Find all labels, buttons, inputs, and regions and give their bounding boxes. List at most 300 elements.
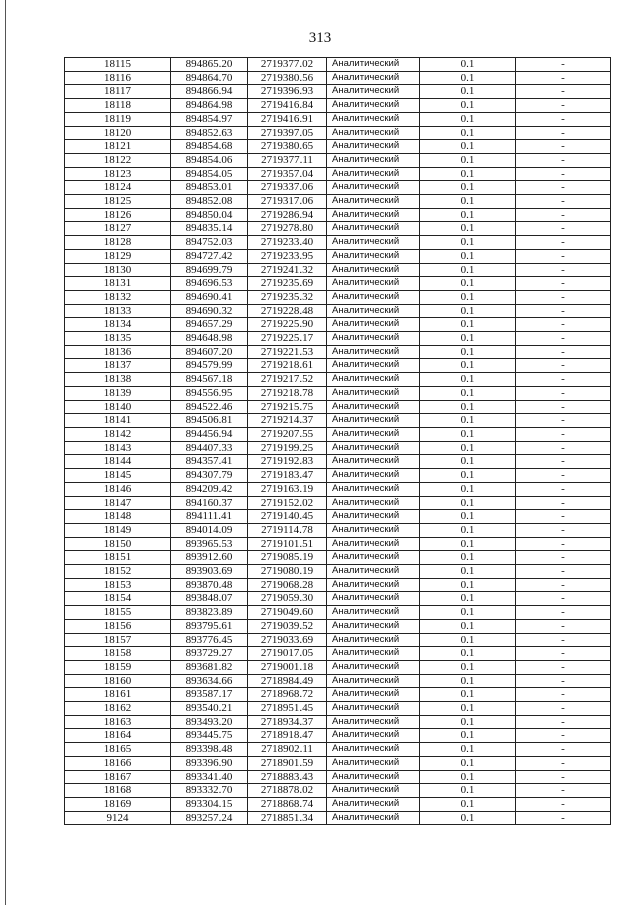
remark-cell: - [516, 304, 611, 318]
point-number-cell: 18122 [65, 153, 171, 167]
x-coordinate-cell: 894864.70 [171, 71, 248, 85]
method-cell: Аналитический [327, 249, 420, 263]
point-number-cell: 18136 [65, 345, 171, 359]
accuracy-cell: 0.1 [420, 537, 516, 551]
point-number-cell: 18165 [65, 743, 171, 757]
remark-cell: - [516, 386, 611, 400]
y-coordinate-cell: 2719049.60 [248, 606, 327, 620]
accuracy-cell: 0.1 [420, 386, 516, 400]
y-coordinate-cell: 2719163.19 [248, 482, 327, 496]
point-number-cell: 18141 [65, 414, 171, 428]
y-coordinate-cell: 2719001.18 [248, 660, 327, 674]
accuracy-cell: 0.1 [420, 58, 516, 72]
table-row [65, 647, 611, 661]
method-cell: Аналитический [327, 332, 420, 346]
remark-cell: - [516, 414, 611, 428]
point-number-cell: 18139 [65, 386, 171, 400]
point-number-cell: 18133 [65, 304, 171, 318]
point-number-cell: 18154 [65, 592, 171, 606]
x-coordinate-cell: 894014.09 [171, 523, 248, 537]
table-row [65, 58, 611, 72]
x-coordinate-cell: 893965.53 [171, 537, 248, 551]
method-cell: Аналитический [327, 126, 420, 140]
accuracy-cell: 0.1 [420, 756, 516, 770]
remark-cell: - [516, 181, 611, 195]
accuracy-cell: 0.1 [420, 427, 516, 441]
accuracy-cell: 0.1 [420, 318, 516, 332]
point-number-cell: 18155 [65, 606, 171, 620]
method-cell: Аналитический [327, 633, 420, 647]
x-coordinate-cell: 894690.41 [171, 290, 248, 304]
x-coordinate-cell: 893870.48 [171, 578, 248, 592]
table-row [65, 565, 611, 579]
table-row [65, 510, 611, 524]
table-row [65, 633, 611, 647]
remark-cell: - [516, 702, 611, 716]
method-cell: Аналитический [327, 565, 420, 579]
table-row [65, 702, 611, 716]
accuracy-cell: 0.1 [420, 496, 516, 510]
remark-cell: - [516, 400, 611, 414]
accuracy-cell: 0.1 [420, 510, 516, 524]
accuracy-cell: 0.1 [420, 126, 516, 140]
y-coordinate-cell: 2719217.52 [248, 373, 327, 387]
table-row [65, 811, 611, 825]
y-coordinate-cell: 2719286.94 [248, 208, 327, 222]
point-number-cell: 18123 [65, 167, 171, 181]
remark-cell: - [516, 797, 611, 811]
remark-cell: - [516, 510, 611, 524]
point-number-cell: 18134 [65, 318, 171, 332]
point-number-cell: 18147 [65, 496, 171, 510]
y-coordinate-cell: 2719377.11 [248, 153, 327, 167]
remark-cell: - [516, 619, 611, 633]
point-number-cell: 18145 [65, 469, 171, 483]
method-cell: Аналитический [327, 702, 420, 716]
remark-cell: - [516, 71, 611, 85]
method-cell: Аналитический [327, 729, 420, 743]
x-coordinate-cell: 893257.24 [171, 811, 248, 825]
x-coordinate-cell: 894567.18 [171, 373, 248, 387]
method-cell: Аналитический [327, 263, 420, 277]
method-cell: Аналитический [327, 277, 420, 291]
y-coordinate-cell: 2719218.61 [248, 359, 327, 373]
accuracy-cell: 0.1 [420, 633, 516, 647]
x-coordinate-cell: 893795.61 [171, 619, 248, 633]
table-row [65, 743, 611, 757]
point-number-cell: 18161 [65, 688, 171, 702]
y-coordinate-cell: 2719380.65 [248, 140, 327, 154]
y-coordinate-cell: 2719140.45 [248, 510, 327, 524]
remark-cell: - [516, 496, 611, 510]
x-coordinate-cell: 894407.33 [171, 441, 248, 455]
method-cell: Аналитический [327, 85, 420, 99]
point-number-cell: 18117 [65, 85, 171, 99]
method-cell: Аналитический [327, 482, 420, 496]
point-number-cell: 18150 [65, 537, 171, 551]
y-coordinate-cell: 2719317.06 [248, 195, 327, 209]
remark-cell: - [516, 811, 611, 825]
y-coordinate-cell: 2718918.47 [248, 729, 327, 743]
method-cell: Аналитический [327, 551, 420, 565]
accuracy-cell: 0.1 [420, 140, 516, 154]
point-number-cell: 18124 [65, 181, 171, 195]
y-coordinate-cell: 2719228.48 [248, 304, 327, 318]
table-row [65, 85, 611, 99]
remark-cell: - [516, 688, 611, 702]
y-coordinate-cell: 2718968.72 [248, 688, 327, 702]
point-number-cell: 18118 [65, 99, 171, 113]
accuracy-cell: 0.1 [420, 674, 516, 688]
accuracy-cell: 0.1 [420, 400, 516, 414]
accuracy-cell: 0.1 [420, 592, 516, 606]
point-number-cell: 18166 [65, 756, 171, 770]
y-coordinate-cell: 2719225.90 [248, 318, 327, 332]
point-number-cell: 18140 [65, 400, 171, 414]
x-coordinate-cell: 894690.32 [171, 304, 248, 318]
point-number-cell: 18158 [65, 647, 171, 661]
method-cell: Аналитический [327, 619, 420, 633]
remark-cell: - [516, 126, 611, 140]
remark-cell: - [516, 578, 611, 592]
y-coordinate-cell: 2719080.19 [248, 565, 327, 579]
x-coordinate-cell: 894727.42 [171, 249, 248, 263]
accuracy-cell: 0.1 [420, 85, 516, 99]
remark-cell: - [516, 140, 611, 154]
x-coordinate-cell: 894160.37 [171, 496, 248, 510]
method-cell: Аналитический [327, 304, 420, 318]
x-coordinate-cell: 894579.99 [171, 359, 248, 373]
point-number-cell: 18153 [65, 578, 171, 592]
table-row [65, 523, 611, 537]
method-cell: Аналитический [327, 797, 420, 811]
accuracy-cell: 0.1 [420, 441, 516, 455]
table-row [65, 277, 611, 291]
x-coordinate-cell: 893587.17 [171, 688, 248, 702]
accuracy-cell: 0.1 [420, 373, 516, 387]
method-cell: Аналитический [327, 811, 420, 825]
method-cell: Аналитический [327, 715, 420, 729]
method-cell: Аналитический [327, 414, 420, 428]
table-row [65, 208, 611, 222]
remark-cell: - [516, 85, 611, 99]
table-row [65, 688, 611, 702]
table-row [65, 249, 611, 263]
x-coordinate-cell: 894699.79 [171, 263, 248, 277]
table-row [65, 770, 611, 784]
method-cell: Аналитический [327, 71, 420, 85]
method-cell: Аналитический [327, 660, 420, 674]
remark-cell: - [516, 647, 611, 661]
method-cell: Аналитический [327, 441, 420, 455]
remark-cell: - [516, 195, 611, 209]
point-number-cell: 18120 [65, 126, 171, 140]
table-row [65, 140, 611, 154]
point-number-cell: 18169 [65, 797, 171, 811]
method-cell: Аналитический [327, 578, 420, 592]
accuracy-cell: 0.1 [420, 153, 516, 167]
point-number-cell: 18126 [65, 208, 171, 222]
method-cell: Аналитический [327, 455, 420, 469]
accuracy-cell: 0.1 [420, 660, 516, 674]
x-coordinate-cell: 893332.70 [171, 784, 248, 798]
x-coordinate-cell: 893540.21 [171, 702, 248, 716]
x-coordinate-cell: 894853.01 [171, 181, 248, 195]
x-coordinate-cell: 894607.20 [171, 345, 248, 359]
remark-cell: - [516, 153, 611, 167]
table-row [65, 112, 611, 126]
x-coordinate-cell: 894506.81 [171, 414, 248, 428]
y-coordinate-cell: 2718901.59 [248, 756, 327, 770]
x-coordinate-cell: 894854.05 [171, 167, 248, 181]
table-row [65, 427, 611, 441]
table-row [65, 455, 611, 469]
accuracy-cell: 0.1 [420, 167, 516, 181]
y-coordinate-cell: 2719233.40 [248, 236, 327, 250]
accuracy-cell: 0.1 [420, 551, 516, 565]
y-coordinate-cell: 2719199.25 [248, 441, 327, 455]
y-coordinate-cell: 2718868.74 [248, 797, 327, 811]
y-coordinate-cell: 2719101.51 [248, 537, 327, 551]
method-cell: Аналитический [327, 647, 420, 661]
accuracy-cell: 0.1 [420, 222, 516, 236]
method-cell: Аналитический [327, 592, 420, 606]
accuracy-cell: 0.1 [420, 263, 516, 277]
y-coordinate-cell: 2719218.78 [248, 386, 327, 400]
method-cell: Аналитический [327, 140, 420, 154]
remark-cell: - [516, 770, 611, 784]
method-cell: Аналитический [327, 345, 420, 359]
point-number-cell: 18167 [65, 770, 171, 784]
method-cell: Аналитический [327, 427, 420, 441]
y-coordinate-cell: 2719068.28 [248, 578, 327, 592]
y-coordinate-cell: 2719225.17 [248, 332, 327, 346]
remark-cell: - [516, 455, 611, 469]
remark-cell: - [516, 592, 611, 606]
point-number-cell: 18128 [65, 236, 171, 250]
x-coordinate-cell: 894854.68 [171, 140, 248, 154]
y-coordinate-cell: 2718883.43 [248, 770, 327, 784]
table-row [65, 660, 611, 674]
point-number-cell: 18137 [65, 359, 171, 373]
method-cell: Аналитический [327, 496, 420, 510]
coordinates-table [64, 57, 611, 825]
scan-margin-line [5, 0, 6, 905]
point-number-cell: 18130 [65, 263, 171, 277]
remark-cell: - [516, 58, 611, 72]
table-row [65, 441, 611, 455]
table-row [65, 332, 611, 346]
y-coordinate-cell: 2718902.11 [248, 743, 327, 757]
y-coordinate-cell: 2719114.78 [248, 523, 327, 537]
y-coordinate-cell: 2719233.95 [248, 249, 327, 263]
x-coordinate-cell: 893304.15 [171, 797, 248, 811]
accuracy-cell: 0.1 [420, 702, 516, 716]
x-coordinate-cell: 894752.03 [171, 236, 248, 250]
y-coordinate-cell: 2718984.49 [248, 674, 327, 688]
accuracy-cell: 0.1 [420, 784, 516, 798]
remark-cell: - [516, 551, 611, 565]
method-cell: Аналитический [327, 674, 420, 688]
accuracy-cell: 0.1 [420, 304, 516, 318]
accuracy-cell: 0.1 [420, 195, 516, 209]
remark-cell: - [516, 537, 611, 551]
method-cell: Аналитический [327, 236, 420, 250]
table-row [65, 153, 611, 167]
x-coordinate-cell: 894522.46 [171, 400, 248, 414]
accuracy-cell: 0.1 [420, 332, 516, 346]
x-coordinate-cell: 894835.14 [171, 222, 248, 236]
remark-cell: - [516, 469, 611, 483]
remark-cell: - [516, 373, 611, 387]
method-cell: Аналитический [327, 167, 420, 181]
y-coordinate-cell: 2718951.45 [248, 702, 327, 716]
x-coordinate-cell: 893776.45 [171, 633, 248, 647]
point-number-cell: 18146 [65, 482, 171, 496]
accuracy-cell: 0.1 [420, 414, 516, 428]
method-cell: Аналитический [327, 359, 420, 373]
y-coordinate-cell: 2719235.32 [248, 290, 327, 304]
x-coordinate-cell: 893396.90 [171, 756, 248, 770]
method-cell: Аналитический [327, 688, 420, 702]
point-number-cell: 18157 [65, 633, 171, 647]
accuracy-cell: 0.1 [420, 770, 516, 784]
accuracy-cell: 0.1 [420, 523, 516, 537]
accuracy-cell: 0.1 [420, 647, 516, 661]
remark-cell: - [516, 784, 611, 798]
table-row [65, 756, 611, 770]
accuracy-cell: 0.1 [420, 606, 516, 620]
method-cell: Аналитический [327, 510, 420, 524]
accuracy-cell: 0.1 [420, 811, 516, 825]
x-coordinate-cell: 894209.42 [171, 482, 248, 496]
x-coordinate-cell: 893823.89 [171, 606, 248, 620]
accuracy-cell: 0.1 [420, 99, 516, 113]
remark-cell: - [516, 427, 611, 441]
table-row [65, 373, 611, 387]
remark-cell: - [516, 332, 611, 346]
y-coordinate-cell: 2719017.05 [248, 647, 327, 661]
method-cell: Аналитический [327, 606, 420, 620]
method-cell: Аналитический [327, 290, 420, 304]
table-row [65, 345, 611, 359]
remark-cell: - [516, 277, 611, 291]
remark-cell: - [516, 345, 611, 359]
point-number-cell: 18116 [65, 71, 171, 85]
y-coordinate-cell: 2719033.69 [248, 633, 327, 647]
accuracy-cell: 0.1 [420, 469, 516, 483]
x-coordinate-cell: 894696.53 [171, 277, 248, 291]
remark-cell: - [516, 633, 611, 647]
remark-cell: - [516, 208, 611, 222]
point-number-cell: 18149 [65, 523, 171, 537]
table-row [65, 304, 611, 318]
remark-cell: - [516, 290, 611, 304]
method-cell: Аналитический [327, 112, 420, 126]
method-cell: Аналитический [327, 222, 420, 236]
table-row [65, 359, 611, 373]
y-coordinate-cell: 2719380.56 [248, 71, 327, 85]
point-number-cell: 18125 [65, 195, 171, 209]
x-coordinate-cell: 894657.29 [171, 318, 248, 332]
point-number-cell: 18163 [65, 715, 171, 729]
page-number: 313 [308, 30, 332, 46]
point-number-cell: 18162 [65, 702, 171, 716]
y-coordinate-cell: 2719278.80 [248, 222, 327, 236]
x-coordinate-cell: 893903.69 [171, 565, 248, 579]
accuracy-cell: 0.1 [420, 236, 516, 250]
table-row [65, 236, 611, 250]
table-row [65, 167, 611, 181]
table-row [65, 606, 611, 620]
point-number-cell: 18148 [65, 510, 171, 524]
remark-cell: - [516, 249, 611, 263]
x-coordinate-cell: 893912.60 [171, 551, 248, 565]
accuracy-cell: 0.1 [420, 208, 516, 222]
table-row [65, 318, 611, 332]
y-coordinate-cell: 2719416.91 [248, 112, 327, 126]
y-coordinate-cell: 2719183.47 [248, 469, 327, 483]
accuracy-cell: 0.1 [420, 290, 516, 304]
x-coordinate-cell: 894556.95 [171, 386, 248, 400]
accuracy-cell: 0.1 [420, 715, 516, 729]
x-coordinate-cell: 893634.66 [171, 674, 248, 688]
y-coordinate-cell: 2718934.37 [248, 715, 327, 729]
remark-cell: - [516, 756, 611, 770]
point-number-cell: 18156 [65, 619, 171, 633]
point-number-cell: 18121 [65, 140, 171, 154]
accuracy-cell: 0.1 [420, 729, 516, 743]
table-row [65, 797, 611, 811]
accuracy-cell: 0.1 [420, 345, 516, 359]
remark-cell: - [516, 441, 611, 455]
remark-cell: - [516, 523, 611, 537]
point-number-cell: 18115 [65, 58, 171, 72]
remark-cell: - [516, 263, 611, 277]
x-coordinate-cell: 894357.41 [171, 455, 248, 469]
method-cell: Аналитический [327, 386, 420, 400]
x-coordinate-cell: 894865.20 [171, 58, 248, 72]
y-coordinate-cell: 2719215.75 [248, 400, 327, 414]
table-row [65, 674, 611, 688]
table-row [65, 537, 611, 551]
table-row [65, 222, 611, 236]
point-number-cell: 18119 [65, 112, 171, 126]
accuracy-cell: 0.1 [420, 181, 516, 195]
method-cell: Аналитический [327, 469, 420, 483]
method-cell: Аналитический [327, 770, 420, 784]
coordinates-table-body [65, 58, 611, 825]
point-number-cell: 18131 [65, 277, 171, 291]
y-coordinate-cell: 2719397.05 [248, 126, 327, 140]
point-number-cell: 18151 [65, 551, 171, 565]
method-cell: Аналитический [327, 756, 420, 770]
y-coordinate-cell: 2719357.04 [248, 167, 327, 181]
table-row [65, 386, 611, 400]
table-row [65, 71, 611, 85]
table-row [65, 195, 611, 209]
y-coordinate-cell: 2719221.53 [248, 345, 327, 359]
method-cell: Аналитический [327, 208, 420, 222]
table-row [65, 99, 611, 113]
table-row [65, 496, 611, 510]
point-number-cell: 18143 [65, 441, 171, 455]
table-row [65, 400, 611, 414]
table-row [65, 619, 611, 633]
y-coordinate-cell: 2718878.02 [248, 784, 327, 798]
y-coordinate-cell: 2719377.02 [248, 58, 327, 72]
x-coordinate-cell: 894864.98 [171, 99, 248, 113]
